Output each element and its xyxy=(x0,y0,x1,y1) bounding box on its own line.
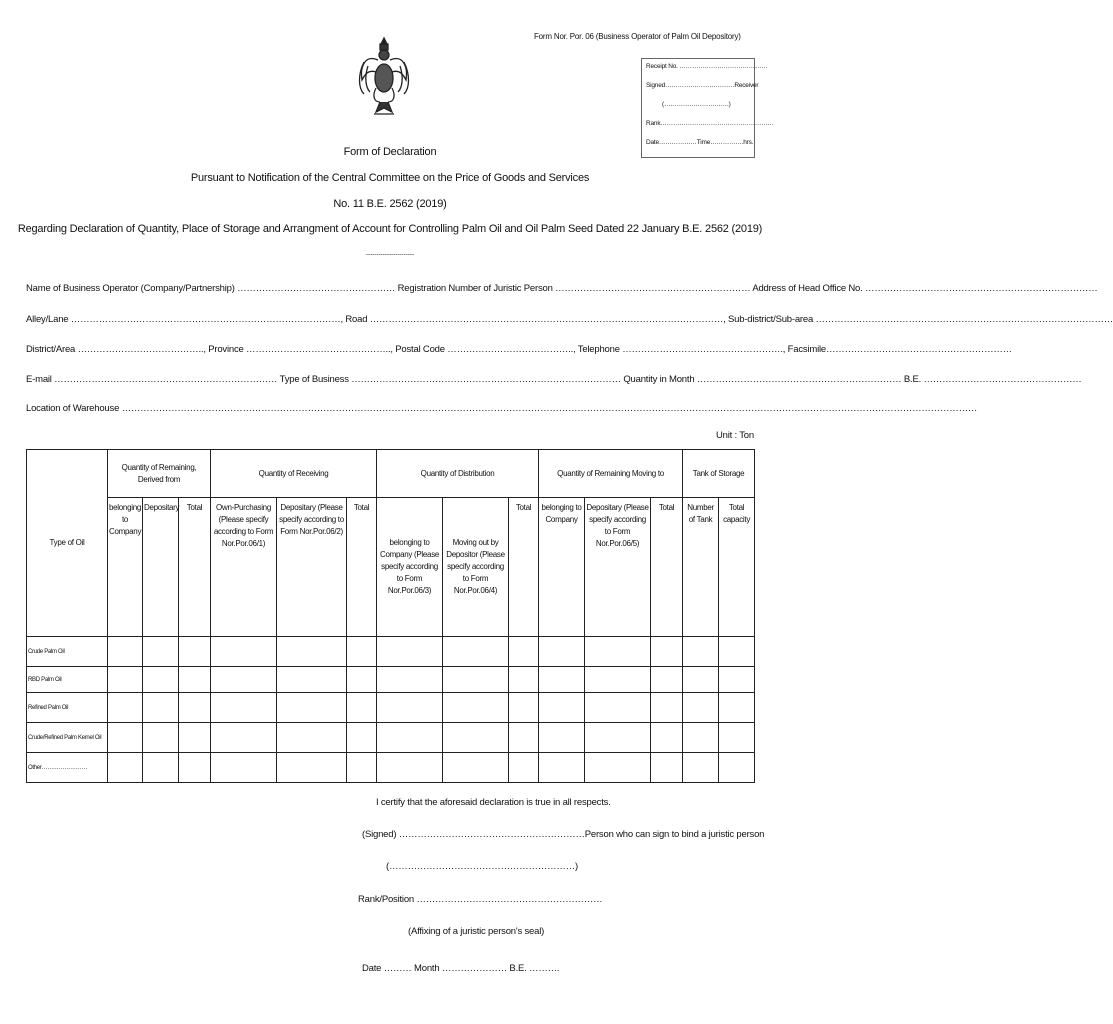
table-cell[interactable] xyxy=(509,753,539,783)
table-cell[interactable] xyxy=(179,723,211,753)
sub-total-1: Total xyxy=(179,498,211,637)
table-cell[interactable] xyxy=(443,723,509,753)
table-cell[interactable] xyxy=(539,693,585,723)
table-cell[interactable] xyxy=(585,693,651,723)
field-row-district: District/Area ………………………………….., Province ……………………………………….., Postal Code ………………………………….., Telephone ……………………………………………., Facsimile…………………………………………………… xyxy=(26,344,1012,355)
table-cell[interactable] xyxy=(585,667,651,693)
title-line1: Form of Declaration xyxy=(343,146,437,158)
oil-type-label: Crude Palm Oil xyxy=(27,637,108,667)
table-cell[interactable] xyxy=(651,753,683,783)
table-cell[interactable] xyxy=(347,667,377,693)
table-cell[interactable] xyxy=(211,637,277,667)
sub-depositary-06-2: Depositary (Please specify according to Form Nor.Por.06/2) xyxy=(277,498,347,637)
receipt-rank-line: Rank……………………………………………… xyxy=(646,120,774,127)
signed-line: (Signed) ……………………………………………………Person who can sign to bind a juristic person xyxy=(362,829,765,840)
oil-type-label: Refined Palm Oil xyxy=(27,693,108,723)
garuda-emblem-icon xyxy=(356,32,412,120)
table-cell[interactable] xyxy=(509,693,539,723)
rank-position-line: Rank/Position …………………………………………………… xyxy=(358,894,603,905)
table-cell[interactable] xyxy=(377,723,443,753)
table-cell[interactable] xyxy=(443,637,509,667)
declaration-table xyxy=(26,449,755,783)
table-row xyxy=(27,637,755,667)
table-cell[interactable] xyxy=(277,723,347,753)
table-cell[interactable] xyxy=(719,753,755,783)
table-cell[interactable] xyxy=(179,667,211,693)
receipt-date-line: Date………………Time…………….hrs. xyxy=(646,139,754,146)
table-cell[interactable] xyxy=(143,753,179,783)
table-row xyxy=(27,693,755,723)
table-cell[interactable] xyxy=(179,753,211,783)
table-cell[interactable] xyxy=(683,693,719,723)
table-row xyxy=(27,723,755,753)
table-cell[interactable] xyxy=(347,723,377,753)
receipt-no-line: Receipt No. …………………………………… xyxy=(646,63,768,70)
header-tank-of-storage: Tank of Storage xyxy=(683,450,755,498)
sub-total-2: Total xyxy=(347,498,377,637)
header-distribution: Quantity of Distribution xyxy=(377,450,539,498)
table-cell[interactable] xyxy=(377,693,443,723)
table-row xyxy=(27,753,755,783)
seal-note: (Affixing of a juristic person's seal) xyxy=(408,926,545,937)
signer-name-line: (……………………………………………………) xyxy=(386,861,578,872)
table-cell[interactable] xyxy=(651,637,683,667)
table-cell[interactable] xyxy=(277,753,347,783)
table-cell[interactable] xyxy=(377,637,443,667)
field-row-address: Alley/Lane ……………………………………………………………………………, Road ……………………………………………………………………………………………………, Sub-district/Sub-area …………………………………………………………………………………… xyxy=(26,314,1113,325)
table-cell[interactable] xyxy=(651,723,683,753)
sub-belonging-06-3: belonging to Company (Please specify according to Form Nor.Por.06/3) xyxy=(377,498,443,637)
unit-label: Unit : Ton xyxy=(716,430,754,441)
table-cell[interactable] xyxy=(719,667,755,693)
sub-belonging-company: belonging to Company xyxy=(108,498,143,637)
title-line4: Regarding Declaration of Quantity, Place of Storage and Arrangment of Account for Controlling Palm Oil and Oil Palm Seed Dated 22 January B.E. 2562 (2019) xyxy=(17,223,763,235)
table-cell[interactable] xyxy=(539,723,585,753)
sub-depositary: Depositary xyxy=(143,498,179,637)
receipt-box xyxy=(641,58,774,158)
field-row-email: E-mail ……………………………………………………………… Type of Business …………………………………………………………………………… Quantity in Month ………………………………………………………… B.E. …………………………………………… xyxy=(26,374,1082,385)
table-cell[interactable] xyxy=(443,693,509,723)
table-cell[interactable] xyxy=(585,723,651,753)
table-cell[interactable] xyxy=(377,667,443,693)
table-row xyxy=(27,667,755,693)
oil-type-label: RBD Palm Oil xyxy=(27,667,108,693)
table-cell[interactable] xyxy=(277,693,347,723)
field-row-warehouse: Location of Warehouse …………………………………………………………………………………………………………………………………………………………………………………………………………………………………………………… xyxy=(26,403,978,414)
table-cell[interactable] xyxy=(443,667,509,693)
oil-type-label: Other…………………… xyxy=(27,753,108,783)
sub-total-capacity: Total capacity xyxy=(719,498,755,637)
table-cell[interactable] xyxy=(108,637,143,667)
header-remaining-from: Quantity of Remaining, Derived from xyxy=(108,450,211,498)
table-cell[interactable] xyxy=(347,753,377,783)
table-cell[interactable] xyxy=(143,693,179,723)
table-cell[interactable] xyxy=(539,753,585,783)
table-cell[interactable] xyxy=(143,637,179,667)
table-cell[interactable] xyxy=(509,667,539,693)
sub-moving-out-06-4: Moving out by Depositor (Please specify according to Form Nor.Por.06/4) xyxy=(443,498,509,637)
sub-total-4: Total xyxy=(651,498,683,637)
table-cell[interactable] xyxy=(347,693,377,723)
receipt-name-line: (………………………….) xyxy=(662,101,731,108)
table-cell[interactable] xyxy=(539,667,585,693)
table-cell[interactable] xyxy=(719,637,755,667)
table-cell[interactable] xyxy=(683,723,719,753)
sub-number-of-tank: Number of Tank xyxy=(683,498,719,637)
table-cell[interactable] xyxy=(719,723,755,753)
table-cell[interactable] xyxy=(211,753,277,783)
title-line2: Pursuant to Notification of the Central Committee on the Price of Goods and Services xyxy=(190,172,590,184)
sub-depositary-06-5: Depositary (Please specify according to Form Nor.Por.06/5) xyxy=(585,498,651,637)
header-remaining-to: Quantity of Remaining Moving to xyxy=(539,450,683,498)
table-cell[interactable] xyxy=(719,693,755,723)
header-receiving: Quantity of Receiving xyxy=(211,450,377,498)
title-line3: No. 11 B.E. 2562 (2019) xyxy=(333,198,447,210)
table-cell[interactable] xyxy=(108,693,143,723)
table-cell[interactable] xyxy=(585,637,651,667)
table-cell[interactable] xyxy=(211,693,277,723)
oil-type-label: Crude/Refined Palm Kernel Oil xyxy=(27,723,108,753)
table-cell[interactable] xyxy=(277,667,347,693)
form-number: Form Nor. Por. 06 (Business Operator of Palm Oil Depository) xyxy=(534,32,741,41)
table-cell[interactable] xyxy=(683,637,719,667)
table-cell[interactable] xyxy=(108,723,143,753)
field-row-business-name: Name of Business Operator (Company/Partnership) …………………………………………… Registration Number of Juristic Person ……………………………………………………… Address of Head Office No. ………………………………………………………………… xyxy=(26,283,1098,294)
sub-own-purchasing: Own-Purchasing (Please specify according to Form Nor.Por.06/1) xyxy=(211,498,277,637)
table-cell[interactable] xyxy=(443,753,509,783)
table-cell[interactable] xyxy=(683,753,719,783)
table-cell[interactable] xyxy=(585,753,651,783)
table-cell[interactable] xyxy=(651,693,683,723)
table-cell[interactable] xyxy=(377,753,443,783)
table-cell[interactable] xyxy=(277,637,347,667)
table-cell[interactable] xyxy=(509,723,539,753)
table-cell[interactable] xyxy=(179,693,211,723)
sub-belonging-company-2: belonging to Company xyxy=(539,498,585,637)
table-cell[interactable] xyxy=(211,667,277,693)
header-type-of-oil: Type of Oil xyxy=(27,450,108,637)
table-cell[interactable] xyxy=(108,753,143,783)
table-cell[interactable] xyxy=(179,637,211,667)
table-cell[interactable] xyxy=(143,667,179,693)
table-cell[interactable] xyxy=(683,667,719,693)
date-line: Date ……… Month ………………… B.E. ………. xyxy=(362,963,560,974)
table-cell[interactable] xyxy=(509,637,539,667)
certify-text: I certify that the aforesaid declaration is true in all respects. xyxy=(376,797,611,808)
table-cell[interactable] xyxy=(143,723,179,753)
table-cell[interactable] xyxy=(108,667,143,693)
sub-total-3: Total xyxy=(509,498,539,637)
table-cell[interactable] xyxy=(539,637,585,667)
receipt-signed-line: Signed……………………………Receiver xyxy=(646,82,759,89)
table-cell[interactable] xyxy=(211,723,277,753)
title-rule: ----------------------- xyxy=(365,251,415,258)
table-cell[interactable] xyxy=(651,667,683,693)
table-cell[interactable] xyxy=(347,637,377,667)
